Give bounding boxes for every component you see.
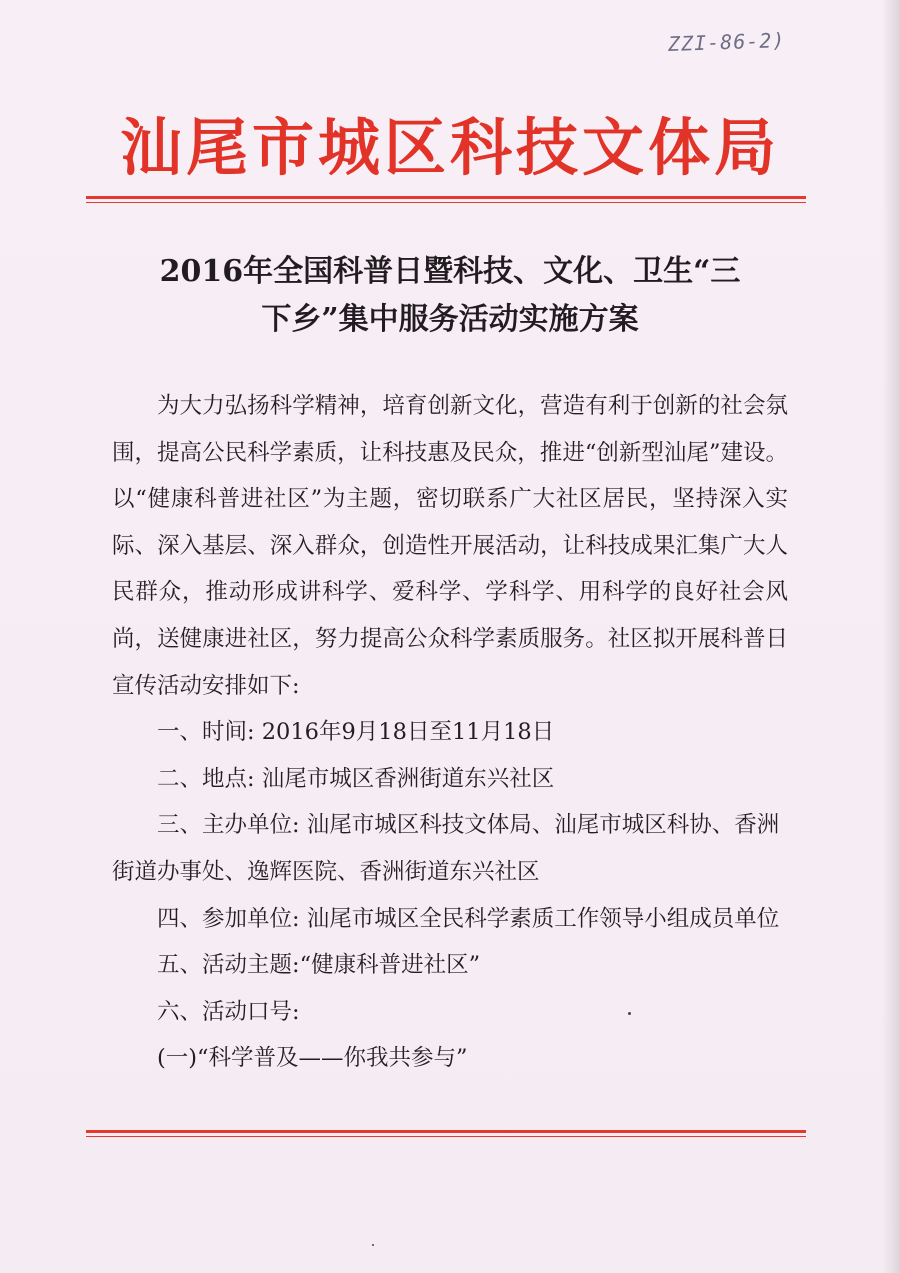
scan-speck bbox=[628, 1012, 631, 1015]
item-place: 二、地点: 汕尾市城区香洲街道东兴社区 bbox=[157, 765, 555, 792]
letterhead-rule-thick bbox=[86, 196, 806, 199]
letterhead-title: 汕尾市城区科技文体局 bbox=[119, 111, 780, 184]
document-body bbox=[112, 383, 788, 1082]
document-title bbox=[100, 248, 800, 344]
letterhead-rule-thin bbox=[86, 202, 806, 203]
item-slogan-heading: 六、活动口号: bbox=[157, 998, 300, 1025]
item-host: 三、主办单位: 汕尾市城区科技文体局、汕尾市城区科协、香洲街道办事处、逸辉医院、香洲街道东兴社区 bbox=[112, 812, 780, 885]
item-participants: 四、参加单位: 汕尾市城区全民科学素质工作领导小组成员单位 bbox=[157, 905, 780, 932]
document-title-line-2: 下乡”集中服务活动实施方案 bbox=[261, 302, 639, 337]
intro-paragraph: 为大力弘扬科学精神，培育创新文化，营造有利于创新的社会氛围，提高公民科学素质，让科技惠及民众，推进“创新型汕尾”建设。以“健康科普进社区”为主题，密切联系广大社区居民，坚持深入实际、深入基层、深入群众，创造性开展活动，让科技成果汇集广大人民群众，推动形成讲科学、爱科学、学科学、用科学的良好社会风尚，送健康进社区，努力提高公众科学素质服务。社区拟开展科普日宣传活动安排如下: bbox=[112, 393, 788, 699]
handwritten-archive-note: ZZI-86-2) bbox=[667, 27, 786, 57]
item-theme: 五、活动主题:“健康科普进社区” bbox=[157, 952, 481, 979]
footer-rule-thin bbox=[86, 1136, 806, 1137]
document-title-line-1: 2016年全国科普日暨科技、文化、卫生“三 bbox=[159, 254, 741, 289]
item-slogan-1: (一)“科学普及——你我共参与” bbox=[157, 1045, 468, 1072]
page-edge-shadow bbox=[882, 0, 900, 1273]
scan-speck bbox=[372, 1244, 374, 1246]
footer-rule-thick bbox=[86, 1130, 806, 1133]
item-time: 一、时间: 2016年9月18日至11月18日 bbox=[157, 719, 555, 746]
